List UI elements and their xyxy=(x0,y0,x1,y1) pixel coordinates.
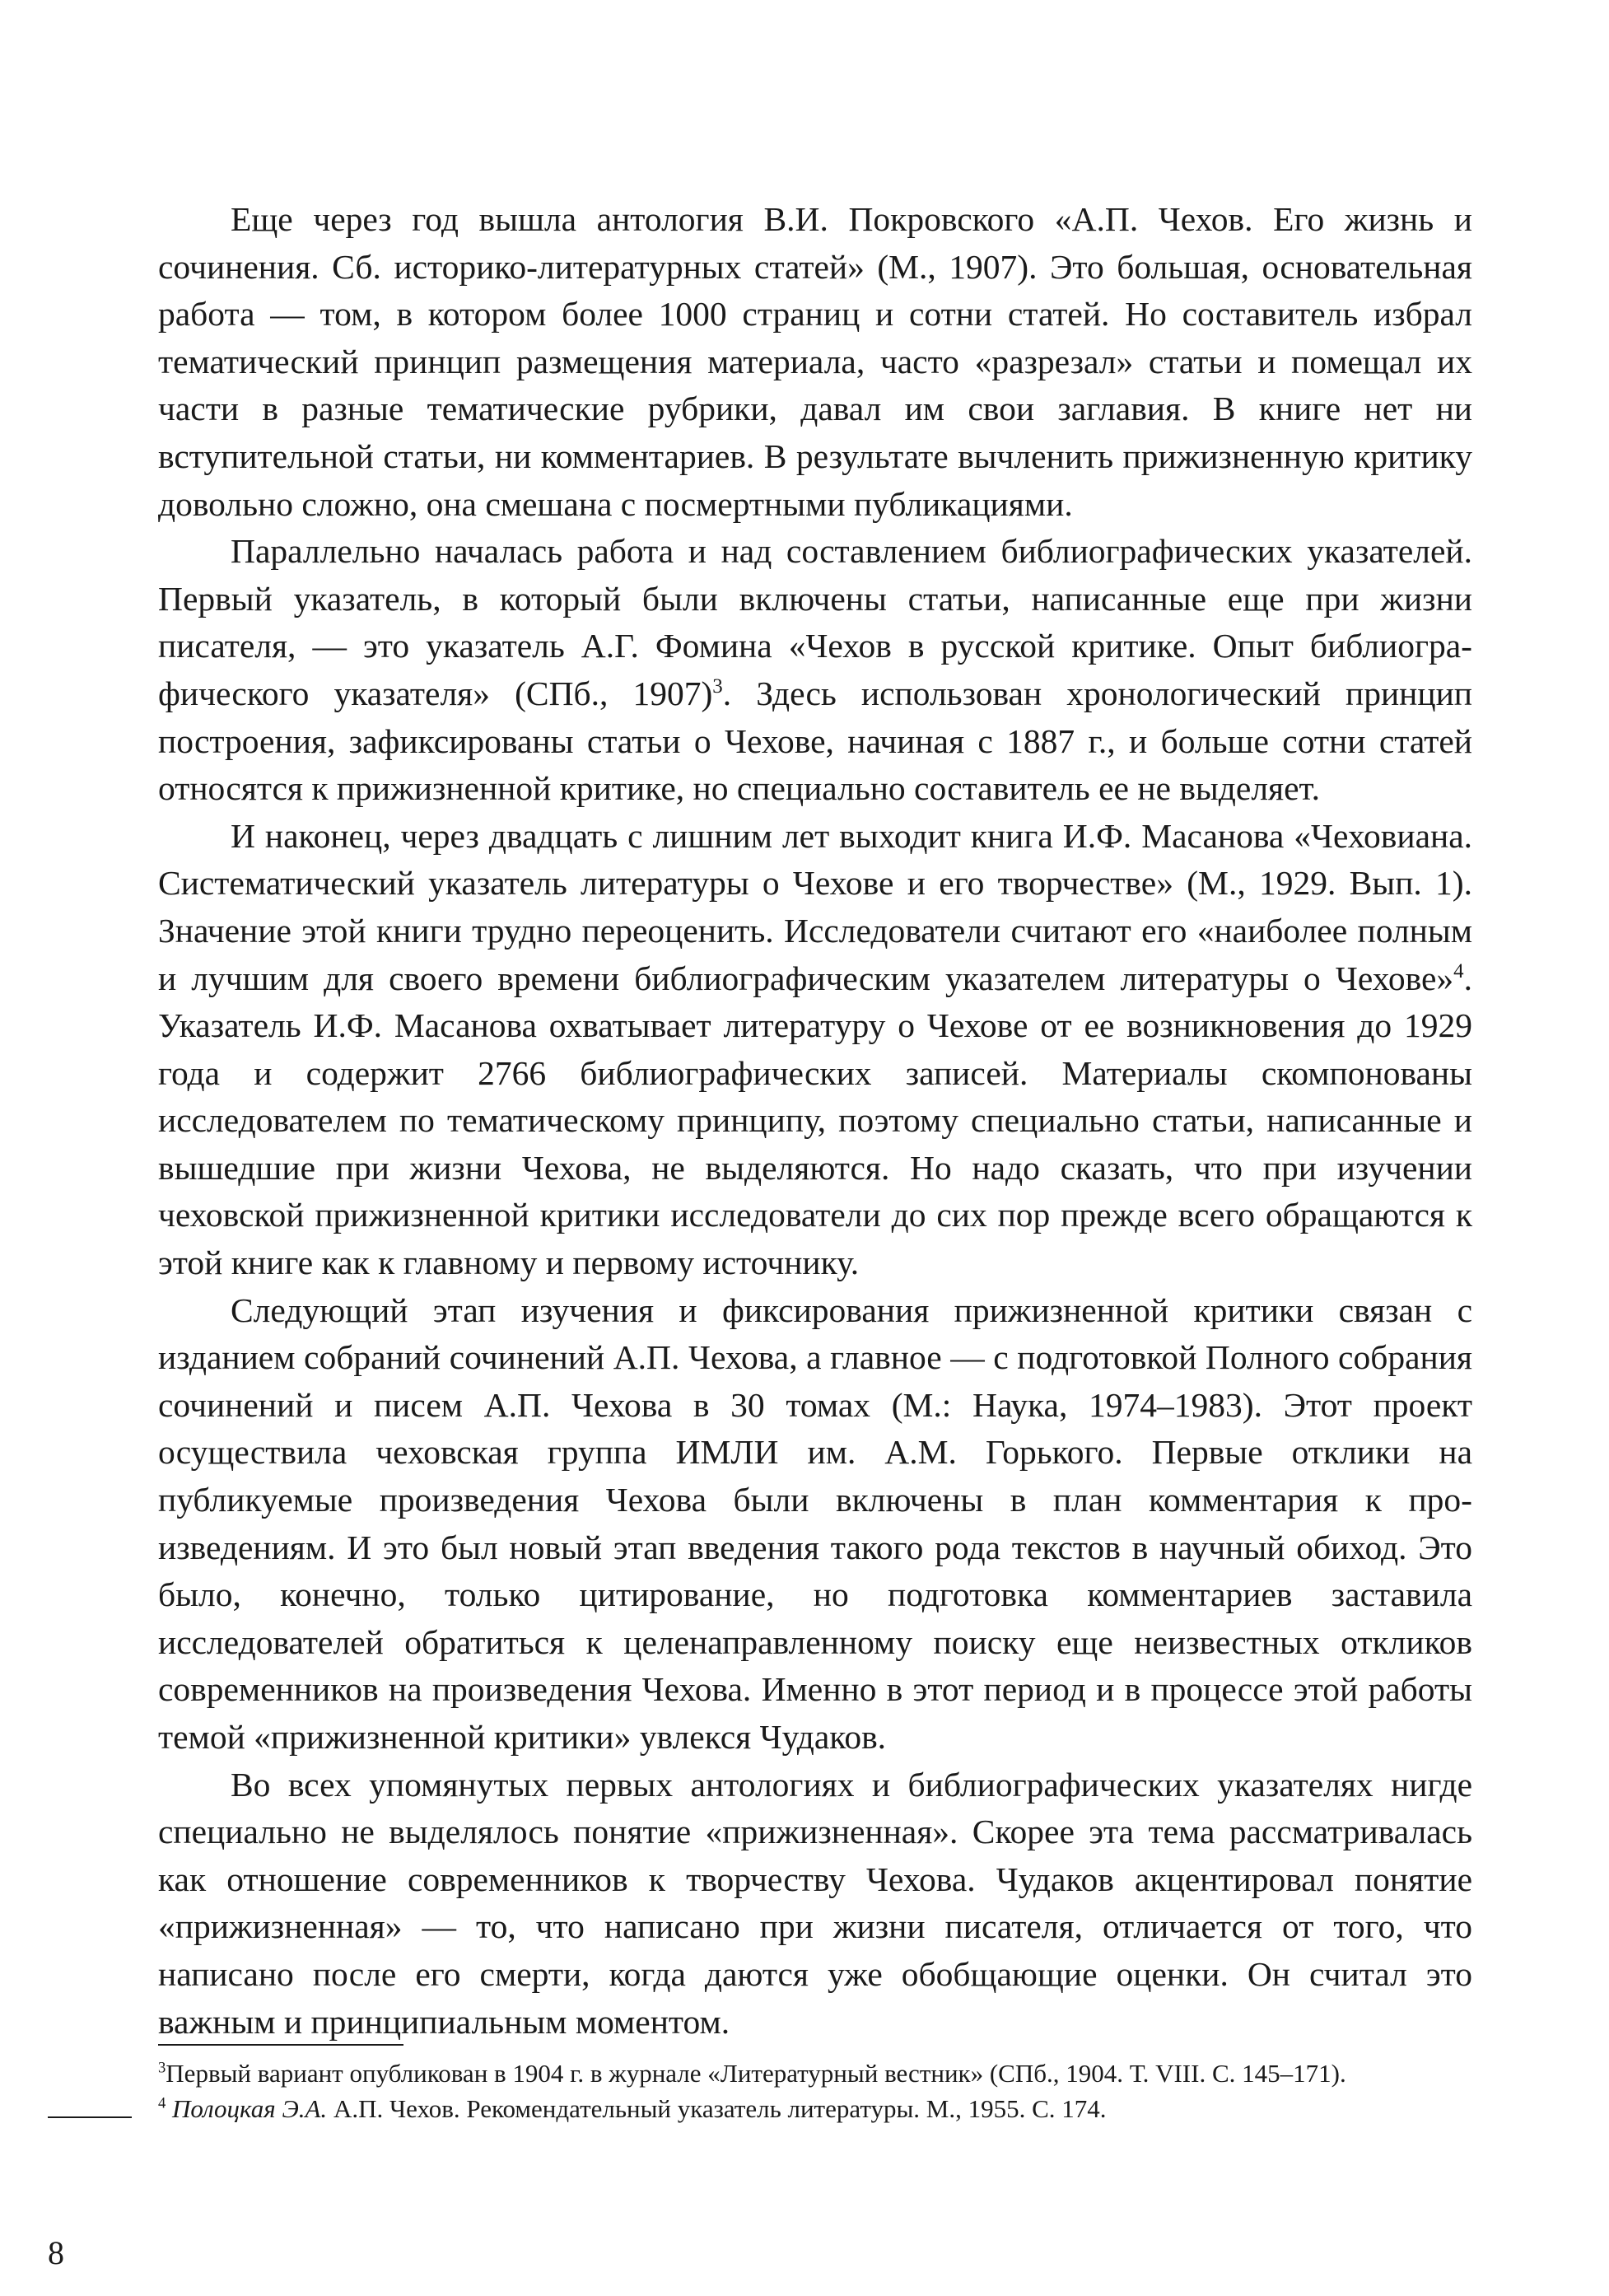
footnote-3 xyxy=(158,2056,1472,2091)
paragraph-3 xyxy=(158,813,1472,1287)
paragraph-2-text-cont: . Здесь использован хронологический принцип построения, зафиксированы статьи о Чехове, начиная с 1887 г., и больше сотни статей относятся к прижизненной критике, но специально составитель ее не выделяет. xyxy=(158,674,1472,808)
footnote-mark-4: 4 xyxy=(158,2094,166,2112)
paragraph-4: Следующий этап изучения и фиксирования прижизненной критики связан с изданием собраний сочинений А.П. Чехова, а главное — с подготовкой Полного собрания сочинений и писем А.П. Чехова в 30 томах (М.: Наука, 1974–1983). Этот проект осуществила чеховская группа ИМЛИ им. А.М. Горького. Первые отклики на публикуемые произведения Чехова были включены в план комментария к произведениям. И это был новый этап введения такого рода текстов в научный обиход. Это было, конечно, только цитирование, но подготовка комментариев заставила исследователей обратиться к целенаправленному поиску еще неизвестных откликов современников на произведения Чехова. Именно в этот период и в процессе этой работы темой «прижизненной критики» увлекся Чудаков. xyxy=(158,1290,1472,1756)
footnote-3-text: Первый вариант опубликован в 1904 г. в журнале «Литературный вестник» (СПб., 1904. Т. VIII. С. 145–171). xyxy=(166,2059,1346,2088)
paragraph-3-text: И наконец, через двадцать с лишним лет выходит книга И.Ф. Масанова «Чеховиана. Систематический указатель литературы о Чехове и его творчестве» (М., 1929. Вып. 1). Значение этой книги трудно переоценить. Исследователи считают его «наиболее полным и лучшим для своего времени библиографическим указателем литературы о Чехове» xyxy=(158,816,1472,997)
footnote-ref-3: 3 xyxy=(712,675,723,698)
paragraph-3-text-cont: . Указатель И.Ф. Масанова охватывает литературу о Чехове от ее возникновения до 1929 года и содержит 2766 библиографических записей. Материалы скомпонованы исследователем по тематическому принципу, поэтому специально статьи, написанные и вышедшие при жизни Чехова, не выделяются. Но надо сказать, что при изучении чеховской прижизненной критики исследователи до сих пор прежде всего обращаются к этой книге как к главному и первому источнику. xyxy=(158,959,1472,1282)
margin-rule xyxy=(48,2116,132,2118)
paragraph-2 xyxy=(158,528,1472,813)
footnotes xyxy=(158,2056,1472,2126)
paragraph-2-text: Параллельно началась работа и над составлением библиографических указателей. Первый указатель, в который были включены статьи, написанные еще при жизни писателя, — это указатель А.Г. Фомина «Чехов в русской критике. Опыт библиографического указателя» (СПб., 1907) xyxy=(158,532,1472,712)
footnote-mark-3: 3 xyxy=(158,2059,166,2077)
footnote-4 xyxy=(158,2091,1472,2126)
footnote-ref-4: 4 xyxy=(1453,959,1464,982)
main-text xyxy=(158,196,1472,2046)
paragraph-1: Еще через год вышла антология В.И. Покровского «А.П. Чехов. Его жизнь и сочинения. Сб. историко-литературных статей» (М., 1907). Это большая, основательная работа — том, в котором более 1000 страниц и сотни статей. Но составитель избрал тематический принцип размещения материала, часто «разрезал» статьи и помещал их части в разные тематические рубрики, давал им свои заглавия. В книге нет ни вступительной статьи, ни комментариев. В результате вычленить прижизненную критику довольно сложно, она смешана с посмертными публикациями. xyxy=(158,200,1472,523)
footnote-separator xyxy=(158,2044,403,2046)
footnote-4-author: Полоцкая Э.А. xyxy=(172,2094,328,2123)
paragraph-5: Во всех упомянутых первых антологиях и библиографических указателях нигде специально не выделялось понятие «прижизненная». Скорее эта тема рассматривалась как отношение современников к творчеству Чехова. Чудаков акцентировал понятие «прижизненная» — то, что написано при жизни писателя, отличается от того, что написано после его смерти, когда даются уже обобщающие оценки. Он считал это важным и принципиальным моментом. xyxy=(158,1765,1472,2041)
page-number: 8 xyxy=(48,2234,64,2271)
footnote-4-text: А.П. Чехов. Рекомендательный указатель литературы. М., 1955. С. 174. xyxy=(327,2094,1107,2123)
